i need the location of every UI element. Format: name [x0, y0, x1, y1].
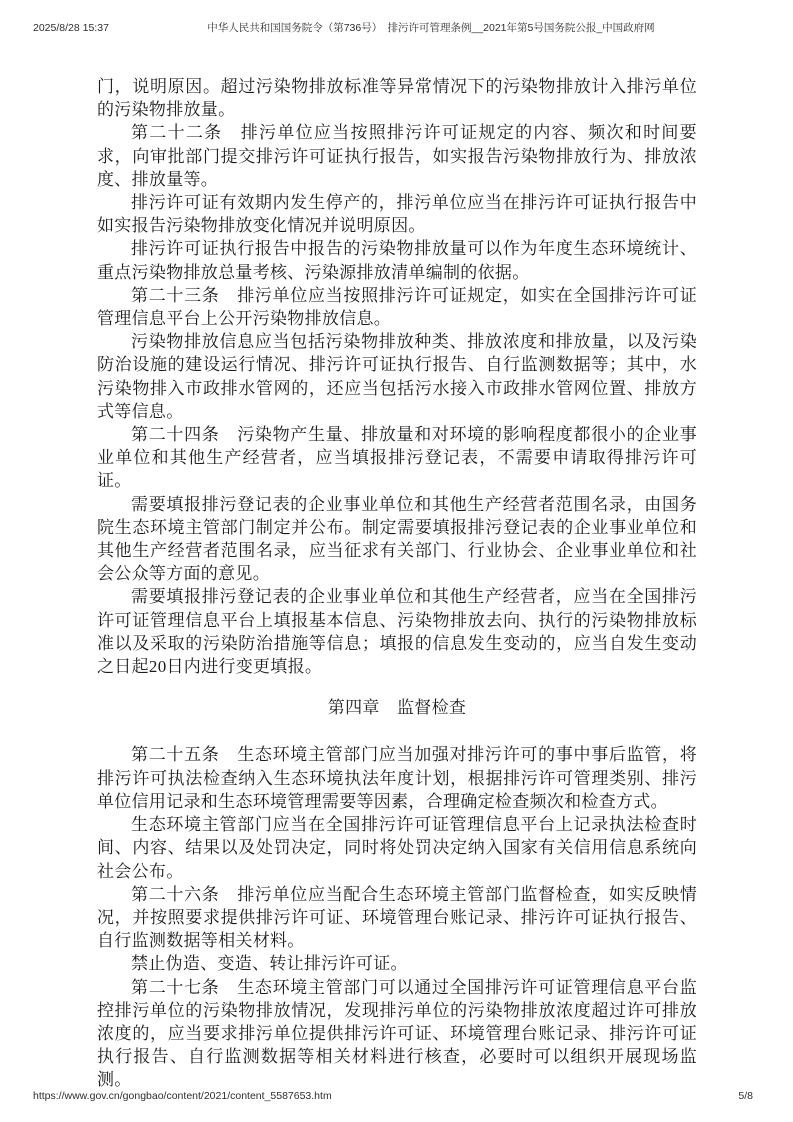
- paragraph-article-22: 第二十二条 排污单位应当按照排污许可证规定的内容、频次和时间要求，向审批部门提交排污许可证执行报告，如实报告污染物排放行为、排放浓度、排放量等。: [97, 123, 697, 189]
- print-timestamp: 2025/8/28 15:37: [33, 22, 109, 34]
- paragraph-continuation: 门，说明原因。超过污染物排放标准等异常情况下的污染物排放计入排污单位的污染物排放量。: [97, 77, 697, 120]
- page-number: 5/8: [738, 1090, 753, 1102]
- print-footer: [33, 1090, 753, 1102]
- print-header: [33, 20, 753, 35]
- document-content: [97, 75, 697, 1092]
- paragraph: 生态环境主管部门应当在全国排污许可证管理信息平台上记录执法检查时间、内容、结果以及处罚决定，同时将处罚决定纳入国家有关信用信息系统向社会公布。: [97, 815, 697, 881]
- paragraph-article-25: 第二十五条 生态环境主管部门应当加强对排污许可的事中事后监管，将排污许可执法检查纳入生态环境执法年度计划，根据排污许可管理类别、排污单位信用记录和生态环境管理需要等因素，合理确定检查频次和检查方式。: [97, 745, 697, 811]
- paragraph: 排污许可证有效期内发生停产的，排污单位应当在排污许可证执行报告中如实报告污染物排放变化情况并说明原因。: [97, 193, 697, 236]
- page-title: 中华人民共和国国务院令（第736号） 排污许可管理条例__2021年第5号国务院公报_中国政府网: [207, 22, 655, 34]
- paragraph: 禁止伪造、变造、转让排污许可证。: [131, 954, 408, 974]
- paragraph: 需要填报排污登记表的企业事业单位和其他生产经营者，应当在全国排污许可证管理信息平台上填报基本信息、污染物排放去向、执行的污染物排放标准以及采取的污染防治措施等信息；填报的信息发生变动的，应当自发生变动之日起20日内进行变更填报。: [97, 587, 697, 677]
- paragraph: 需要填报排污登记表的企业事业单位和其他生产经营者范围名录，由国务院生态环境主管部门制定并公布。制定需要填报排污登记表的企业事业单位和其他生产经营者范围名录，应当征求有关部门、行业协会、企业事业单位和社会公众等方面的意见。: [97, 494, 697, 584]
- paragraph-article-27: 第二十七条 生态环境主管部门可以通过全国排污许可证管理信息平台监控排污单位的污染物排放情况，发现排污单位的污染物排放浓度超过许可排放浓度的，应当要求排污单位提供排污许可证、环境管理台账记录、排污许可证执行报告、自行监测数据等相关材料进行核查，必要时可以组织开展现场监测。: [97, 977, 697, 1090]
- chapter-heading: 第四章 监督检查: [327, 698, 467, 718]
- source-url: https://www.gov.cn/gongbao/content/2021/content_5587653.htm: [33, 1090, 332, 1102]
- paragraph: 排污许可证执行报告中报告的污染物排放量可以作为年度生态环境统计、重点污染物排放总量考核、污染源排放清单编制的依据。: [97, 239, 697, 282]
- paragraph: 污染物排放信息应当包括污染物排放种类、排放浓度和排放量，以及污染防治设施的建设运行情况、排污许可证执行报告、自行监测数据等；其中，水污染物排入市政排水管网的，还应当包括污水接入市政排水管网位置、排放方式等信息。: [97, 332, 697, 421]
- paragraph-article-24: 第二十四条 污染物产生量、排放量和对环境的影响程度都很小的企业事业单位和其他生产经营者，应当填报排污登记表，不需要申请取得排污许可证。: [97, 425, 697, 491]
- paragraph-article-26: 第二十六条 排污单位应当配合生态环境主管部门监督检查，如实反映情况，并按照要求提供排污许可证、环境管理台账记录、排污许可证执行报告、自行监测数据等相关材料。: [97, 884, 697, 951]
- paragraph-article-23: 第二十三条 排污单位应当按照排污许可证规定，如实在全国排污许可证管理信息平台上公开污染物排放信息。: [97, 285, 697, 329]
